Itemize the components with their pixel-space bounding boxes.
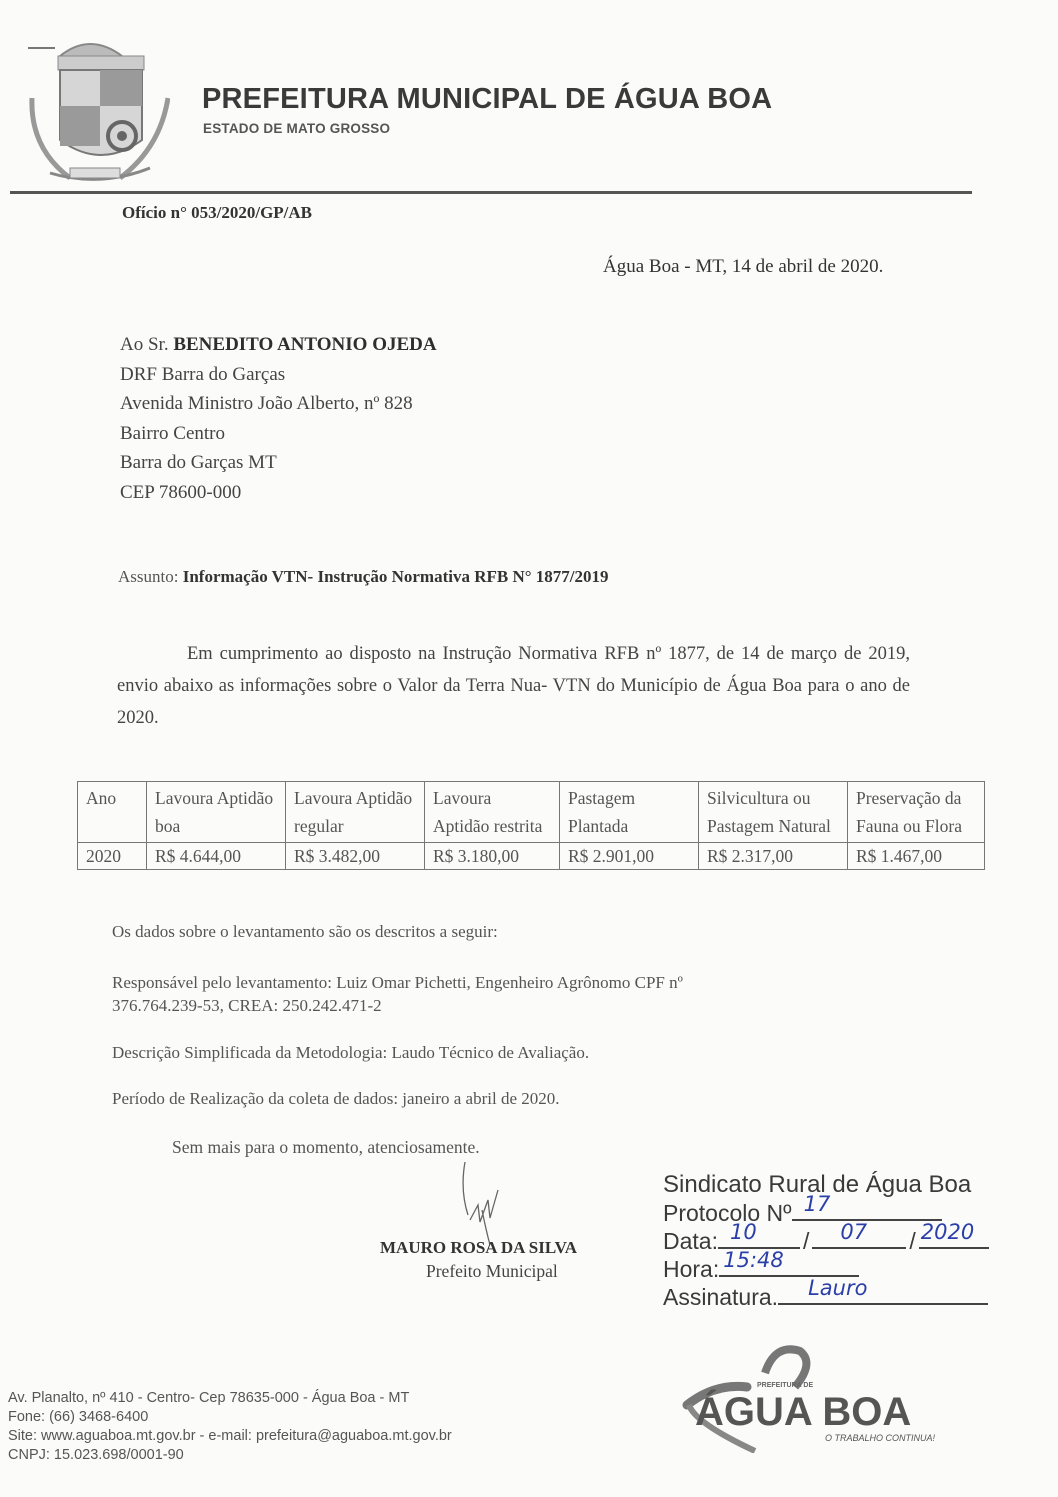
logo-slogan: O TRABALHO CONTINUA! <box>825 1433 936 1443</box>
collection-period: Período de Realização da coleta de dados: janeiro a abril de 2020. <box>112 1089 560 1108</box>
table-header-cell: Pastagem Plantada <box>560 782 699 843</box>
letter-reference: Ofício n° 053/2020/GP/AB <box>122 203 313 222</box>
table-cell: R$ 1.467,00 <box>848 843 985 870</box>
header-title: PREFEITURA MUNICIPAL DE ÁGUA BOA <box>202 83 773 115</box>
date-year: 2020 <box>920 1220 975 1244</box>
table-row <box>78 843 985 870</box>
stamp-signature-row <box>663 1276 1003 1311</box>
salutation: Ao Sr. <box>120 334 169 355</box>
time-label: Hora: <box>663 1256 720 1282</box>
table-cell: R$ 4.644,00 <box>147 843 286 870</box>
stamp-title: Sindicato Rural de Água Boa <box>663 1171 972 1198</box>
protocol-stamp <box>663 1170 1003 1311</box>
body-paragraph <box>117 638 910 734</box>
footer-contact <box>8 1389 452 1465</box>
stamp-date-row: Data: 10 / 07 / 2020 <box>663 1227 1003 1255</box>
signer-name: MAURO ROSA DA SILVA <box>380 1238 577 1257</box>
methodology: Descrição Simplificada da Metodologia: Laudo Técnico de Avaliação. <box>112 1043 590 1062</box>
recipient-name-line <box>120 330 437 360</box>
vtn-table <box>77 781 985 870</box>
recipient-line: DRF Barra do Garças <box>120 363 286 385</box>
recipient-line: Avenida Ministro João Alberto, nº 828 <box>120 393 413 414</box>
agua-boa-logo <box>675 1343 945 1453</box>
recipient-line: CEP 78600-000 <box>120 481 242 503</box>
date-month: 07 <box>840 1220 868 1244</box>
logo-prefix: PREFEITURA DE <box>757 1382 814 1389</box>
details-intro: Os dados sobre o levantamento são os descritos a seguir: <box>112 922 498 941</box>
table-cell: R$ 2.317,00 <box>699 843 848 870</box>
subject-text: Informação VTN- Instrução Normativa RFB N° 1877/2019 <box>182 567 609 586</box>
responsible-line: 376.764.239-53, CREA: 250.242.471-2 <box>112 996 382 1015</box>
recipient-line: Bairro Centro <box>120 422 226 444</box>
table-header-cell: Lavoura Aptidão boa <box>147 782 286 843</box>
heart-swoosh-icon <box>675 1343 945 1453</box>
place-date: Água Boa - MT, 14 de abril de 2020. <box>603 256 884 277</box>
table-cell-year: 2020 <box>78 843 147 870</box>
footer-address: Av. Planalto, nº 410 - Centro- Cep 78635-000 - Água Boa - MT <box>8 1390 410 1406</box>
table-header-cell: Lavoura Aptidão regular <box>286 782 425 843</box>
table-cell: R$ 3.482,00 <box>286 843 425 870</box>
recipient-block <box>120 330 437 507</box>
stamp-signature-value: Lauro <box>808 1276 868 1300</box>
responsible-line: Responsável pelo levantamento: Luiz Omar Pichetti, Engenheiro Agrônomo CPF nº <box>112 973 683 992</box>
table-header-row <box>78 782 985 843</box>
protocol-value: 17 <box>803 1192 831 1216</box>
date-label: Data: <box>663 1228 718 1254</box>
signer-role: Prefeito Municipal <box>426 1261 558 1281</box>
table-header-cell: Silvicultura ou Pastagem Natural <box>699 782 848 843</box>
header-divider <box>10 191 972 194</box>
coat-of-arms-icon <box>10 28 170 188</box>
time-value: 15:48 <box>723 1248 784 1272</box>
logo-name: ÁGUA BOA <box>695 1390 912 1434</box>
header-subtitle: ESTADO DE MATO GROSSO <box>203 121 391 136</box>
footer-phone: Fone: (66) 3468-6400 <box>8 1409 149 1425</box>
subject-line <box>118 567 609 587</box>
protocol-label: Protocolo Nº <box>663 1200 792 1226</box>
recipient-name: BENEDITO ANTONIO OJEDA <box>173 334 437 355</box>
subject-label: Assunto: <box>118 567 179 586</box>
recipient-line: Barra do Garças MT <box>120 452 277 473</box>
handwritten-signature-icon <box>460 1160 530 1250</box>
table-header-cell: Ano <box>78 782 147 843</box>
footer-site-email: Site: www.aguaboa.mt.gov.br - e-mail: prefeitura@aguaboa.mt.gov.br <box>8 1428 452 1444</box>
closing-line: Sem mais para o momento, atenciosamente. <box>172 1137 480 1157</box>
table-header-cell: Lavoura Aptidão restrita <box>425 782 560 843</box>
responsible-block <box>112 971 683 1017</box>
signature-label: Assinatura. <box>663 1284 779 1310</box>
table-header-cell: Preservação da Fauna ou Flora <box>848 782 985 843</box>
body-text: Em cumprimento ao disposto na Instrução Normativa RFB nº 1877, de 14 de março de 2019, envio abaixo as informações sobre o Valor da Terra Nua- VTN do Município de Água Boa para o ano de 2020. <box>117 644 910 728</box>
footer-cnpj: CNPJ: 15.023.698/0001-90 <box>8 1447 184 1463</box>
date-day: 10 <box>729 1220 757 1244</box>
table-cell: R$ 2.901,00 <box>560 843 699 870</box>
table-cell: R$ 3.180,00 <box>425 843 560 870</box>
